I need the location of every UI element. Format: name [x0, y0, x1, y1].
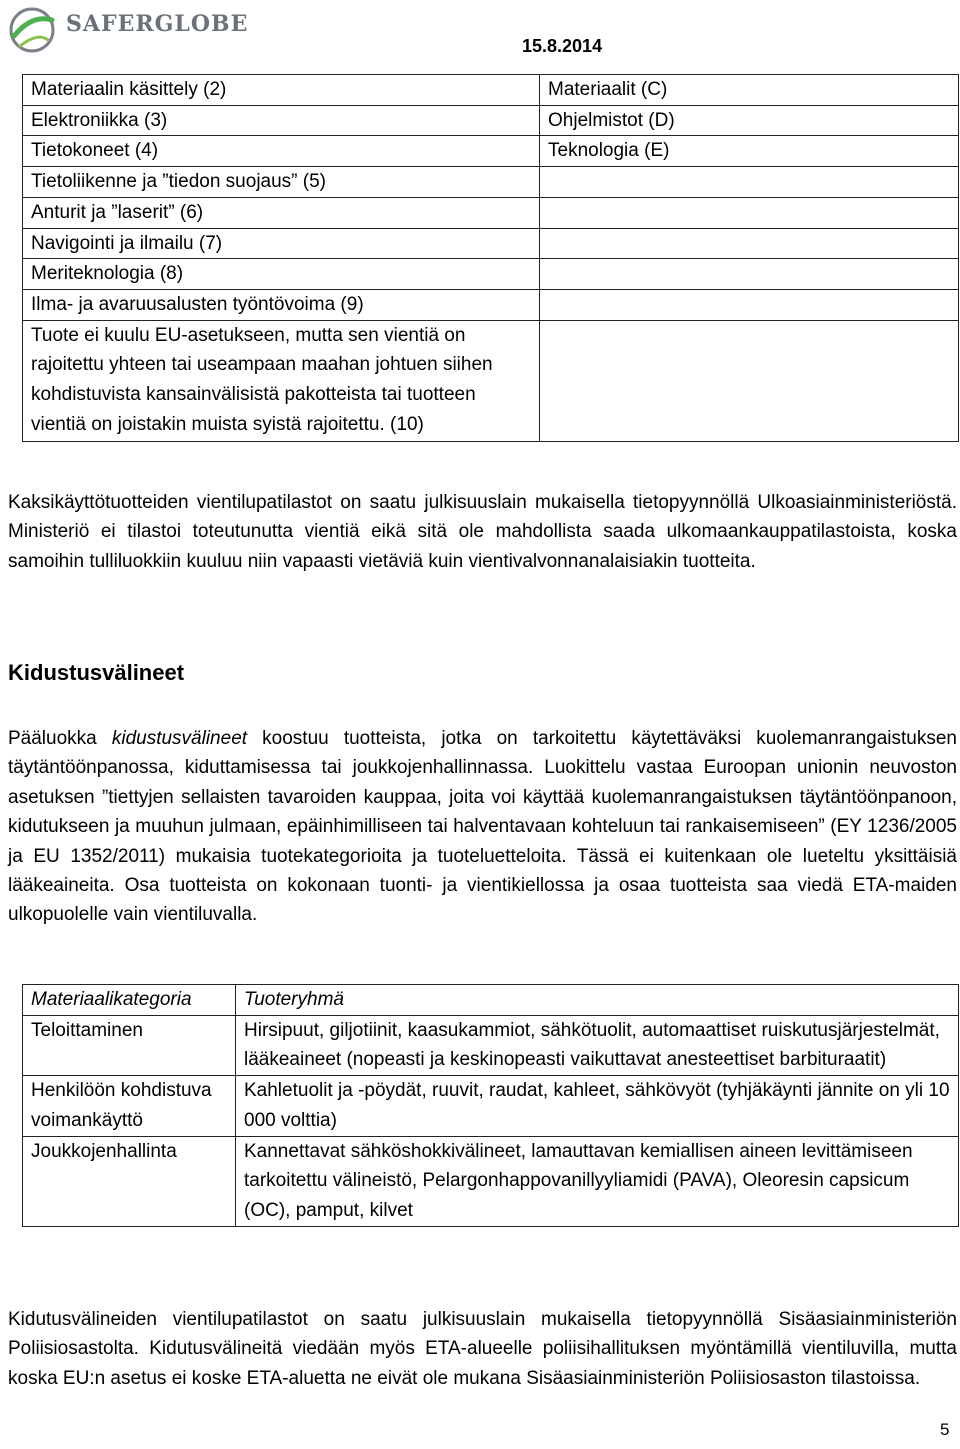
table-cell: Teloittaminen	[23, 1015, 236, 1075]
saferglobe-logo	[8, 6, 248, 54]
document-date: 15.8.2014	[522, 36, 603, 56]
empty-cell	[540, 167, 959, 198]
logo-text: SAFERGLOBE	[66, 11, 249, 37]
dual-use-categories-table	[22, 74, 959, 442]
table-row	[23, 167, 959, 198]
empty-cell	[540, 289, 959, 320]
table-row	[23, 259, 959, 290]
table-cell: Teknologia (E)	[540, 136, 959, 167]
table-row	[23, 75, 959, 106]
table-row	[23, 136, 959, 167]
empty-cell	[540, 259, 959, 290]
table-row	[23, 1076, 959, 1136]
table-row	[23, 1015, 959, 1075]
torture-goods-table	[22, 984, 959, 1227]
paragraph-text: koostuu tuotteista, jotka on tarkoitettu käytettäväksi kuolemanrangaistuksen täytäntöönpanossa, kiduttamisessa tai joukkojenhallinnassa. Luokittelu vastaa Euroopan unionin neuvoston asetuksen ”tiettyjen sellaisten tavaroiden kauppaa, joita voi käyttää kuolemanrangaistuksen täytäntöönpanoon, kidutukseen ja muuhun julmaan, epäinhimilliseen tai halventavaan kohteluun tai rankaisemiseen” (EY 1236/2005 ja EU 1352/2011) mukaisia tuotekategorioita ja tuoteluetteloita. Tässä ei kuitenkaan ole lueteltu yksittäisiä lääkeaineita. Osa tuotteista on kokonaan tuonti- ja vientikiellossa ja osaa tuotteista saa viedä ETA-maiden ulkopuolelle vain vientiluvalla.	[8, 728, 957, 926]
table-cell: Elektroniikka (3)	[23, 105, 540, 136]
table-row	[23, 289, 959, 320]
table-cell: Hirsipuut, giljotiinit, kaasukammiot, sähkötuolit, automaattiset ruiskutusjärjestelmät, lääkeaineet (nopeasti ja keskinopeasti vaikuttavat anesteettiset barbituraatit)	[236, 1015, 959, 1075]
empty-cell	[540, 228, 959, 259]
table-header-row	[23, 985, 959, 1016]
table-cell: Ilma- ja avaruusalusten työntövoima (9)	[23, 289, 540, 320]
empty-cell	[540, 197, 959, 228]
paragraph-dual-use-stats: Kaksikäyttötuotteiden vientilupatilastot on saatu julkisuuslain mukaisella tietopyynnöllä Ulkoasiainministeriöstä. Ministeriö ei tilastoi toteutunutta vientiä eikä sitä ole mahdollista saada ulkomaankauppatilastoista, koska samoihin tulliluokkiin kuuluu niin vapaasti vietäviä kuin vientivalvonnanalaisiakin tuotteita.	[8, 492, 957, 572]
table-cell: Navigointi ja ilmailu (7)	[23, 228, 540, 259]
table-cell: Tuote ei kuulu EU-asetukseen, mutta sen vientiä on rajoitettu yhteen tai useampaan maahan johtuen siihen kohdistuvista kansainvälisistä pakotteista tai tuotteen vientiä on joistakin muista syistä rajoitettu. (10)	[23, 320, 540, 442]
paragraph-text: Pääluokka	[8, 728, 112, 749]
table-cell: Joukkojenhallinta	[23, 1136, 236, 1226]
page-number: 5	[940, 1420, 950, 1439]
table-row	[23, 197, 959, 228]
empty-cell	[540, 320, 959, 442]
column-header: Materiaalikategoria	[23, 985, 236, 1016]
table-row	[23, 1136, 959, 1226]
table-cell: Tietoliikenne ja ”tiedon suojaus” (5)	[23, 167, 540, 198]
table-cell: Kahletuolit ja -pöydät, ruuvit, raudat, kahleet, sähkövyöt (tyhjäkäynti jännite on yli 10 000 volttia)	[236, 1076, 959, 1136]
section-heading: Kidustusvälineet	[8, 660, 185, 685]
globe-logo-icon	[8, 6, 56, 54]
table-cell: Anturit ja ”laserit” (6)	[23, 197, 540, 228]
paragraph-torture-stats: Kidutusvälineiden vientilupatilastot on saatu julkisuuslain mukaisella tietopyynnöllä Sisäasiainministeriön Poliisiosastolta. Kidutusvälineitä viedään myös ETA-alueelle poliisihallituksen myöntämillä vientiluvilla, mutta koska EU:n asetus ei koske ETA-aluetta ne eivät ole mukana Sisäasiainministeriön Poliisiosaston tilastoissa.	[8, 1309, 957, 1389]
table-cell: Kannettavat sähköshokkivälineet, lamauttavan kemiallisen aineen levittämiseen tarkoitettu välineistö, Pelargonhappovanillyyliamidi (PAVA), Oleoresin capsicum (OC), pamput, kilvet	[236, 1136, 959, 1226]
table-cell: Materiaalit (C)	[540, 75, 959, 106]
table-row	[23, 105, 959, 136]
table-cell: Materiaalin käsittely (2)	[23, 75, 540, 106]
table-cell: Meriteknologia (8)	[23, 259, 540, 290]
table-cell: Tietokoneet (4)	[23, 136, 540, 167]
paragraph-torture-goods	[8, 724, 957, 930]
paragraph-emphasis: kidustusvälineet	[111, 728, 248, 749]
table-cell: Henkilöön kohdistuva voimankäyttö	[23, 1076, 236, 1136]
table-row	[23, 320, 959, 442]
table-row	[23, 228, 959, 259]
table-cell: Ohjelmistot (D)	[540, 105, 959, 136]
column-header: Tuoteryhmä	[236, 985, 959, 1016]
